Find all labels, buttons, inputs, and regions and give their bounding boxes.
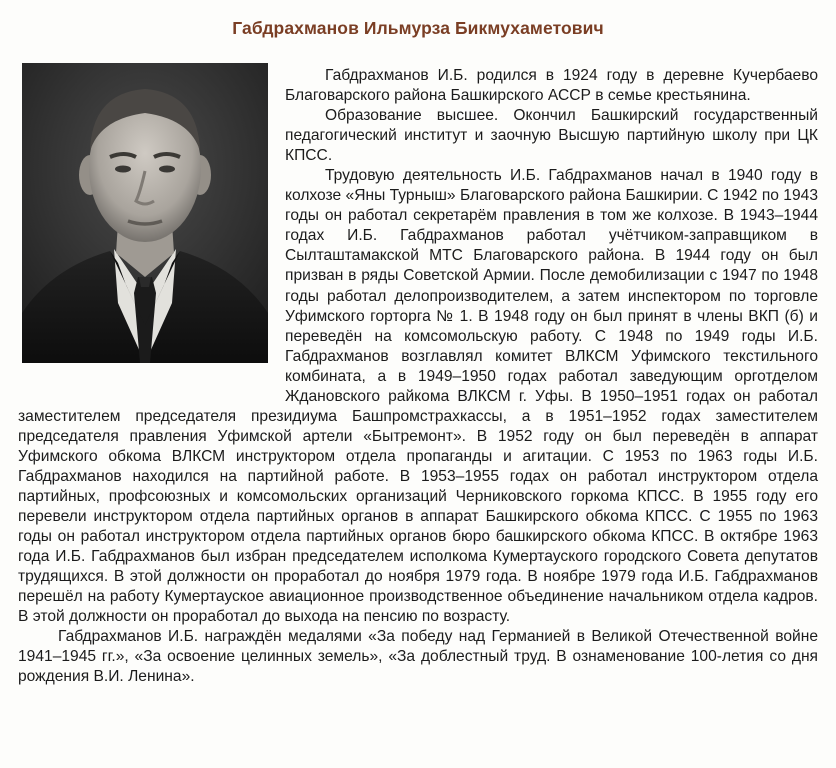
paragraph-career: Трудовую деятельность И.Б. Габдрахманов начал в 1940 году в колхозе «Яны Турныш» Благоварского района Башкирии. С 1942 по 1943 годы он работал секретарём правления в том же колхозе. В 1943–1944 годах И.Б. Габдрахманов работал учётчиком-заправщиком в Сылташтамакской МТС Благоварского района. В 1944 году он был призван в ряды Советской Армии. После демобилизации с 1947 по 1948 годы работал делопроизводителем, а затем инспектором по торговле Уфимского горторга № 1. В 1948 году он был принят в члены ВКП (б) и переведён на комсомольскую работу. С 1948 по 1949 годы И.Б. Габдрахманов возглавлял комитет ВЛКСМ Уфимского текстильного комбината, а в 1949–1950 годах работал заведующим орготделом Ждановского райкома ВЛКСМ г. Уфы. В 1950–1951 годах он работал заместителем председателя президиума Башпромстрахкассы, а в 1951–1952 годах заместителем председателя правления Уфимской артели «Бытремонт». В 1952 году он был переведён в аппарат Уфимского обкома ВЛКСМ инструктором отдела пропаганды и агитации. С 1953 по 1963 годы И.Б. Габдрахманов находился на партийной работе. В 1953–1955 годах он работал инструктором отдела партийных, профсоюзных и комсомольских организаций Черниковского горкома КПСС. В 1955 году его перевели инструктором отдела партийных органов в аппарат Башкирского обкома КПСС. С 1955 по 1963 годы он работал инструктором отдела партийных органов бюро башкирского обкома КПСС. В октябре 1963 года И.Б. Габдрахманов был избран председателем исполкома Кумертауского городского Совета депутатов трудящихся. В этой должности он проработал до ноября 1979 года. В ноябре 1979 года И.Б. Габдрахманов перешёл на работу Кумертауское авиационное производственное объединение начальником отдела кадров. В этой должности он проработал до выхода на пенсию по возрасту. — [18, 167, 818, 626]
paragraph-birth: Габдрахманов И.Б. родился в 1924 году в деревне Кучербаево Благоварского района Башкирского АССР в семье крестьянина. — [285, 67, 818, 105]
paragraph-education: Образование высшее. Окончил Башкирский государственный педагогический институт и заочную Высшую партийную школу при ЦК КПСС. — [285, 107, 818, 165]
biography-text — [18, 66, 818, 687]
photo-wrap-spacer — [18, 66, 285, 404]
page-title: Габдрахманов Ильмурза Бикмухаметович — [232, 18, 604, 38]
paragraph-awards: Габдрахманов И.Б. награждён медалями «За победу над Германией в Великой Отечественной войне 1941–1945 гг.», «За освоение целинных земель», «За доблестный труд. В ознаменование 100-летия со дня рождения В.И. Ленина». — [18, 628, 818, 686]
